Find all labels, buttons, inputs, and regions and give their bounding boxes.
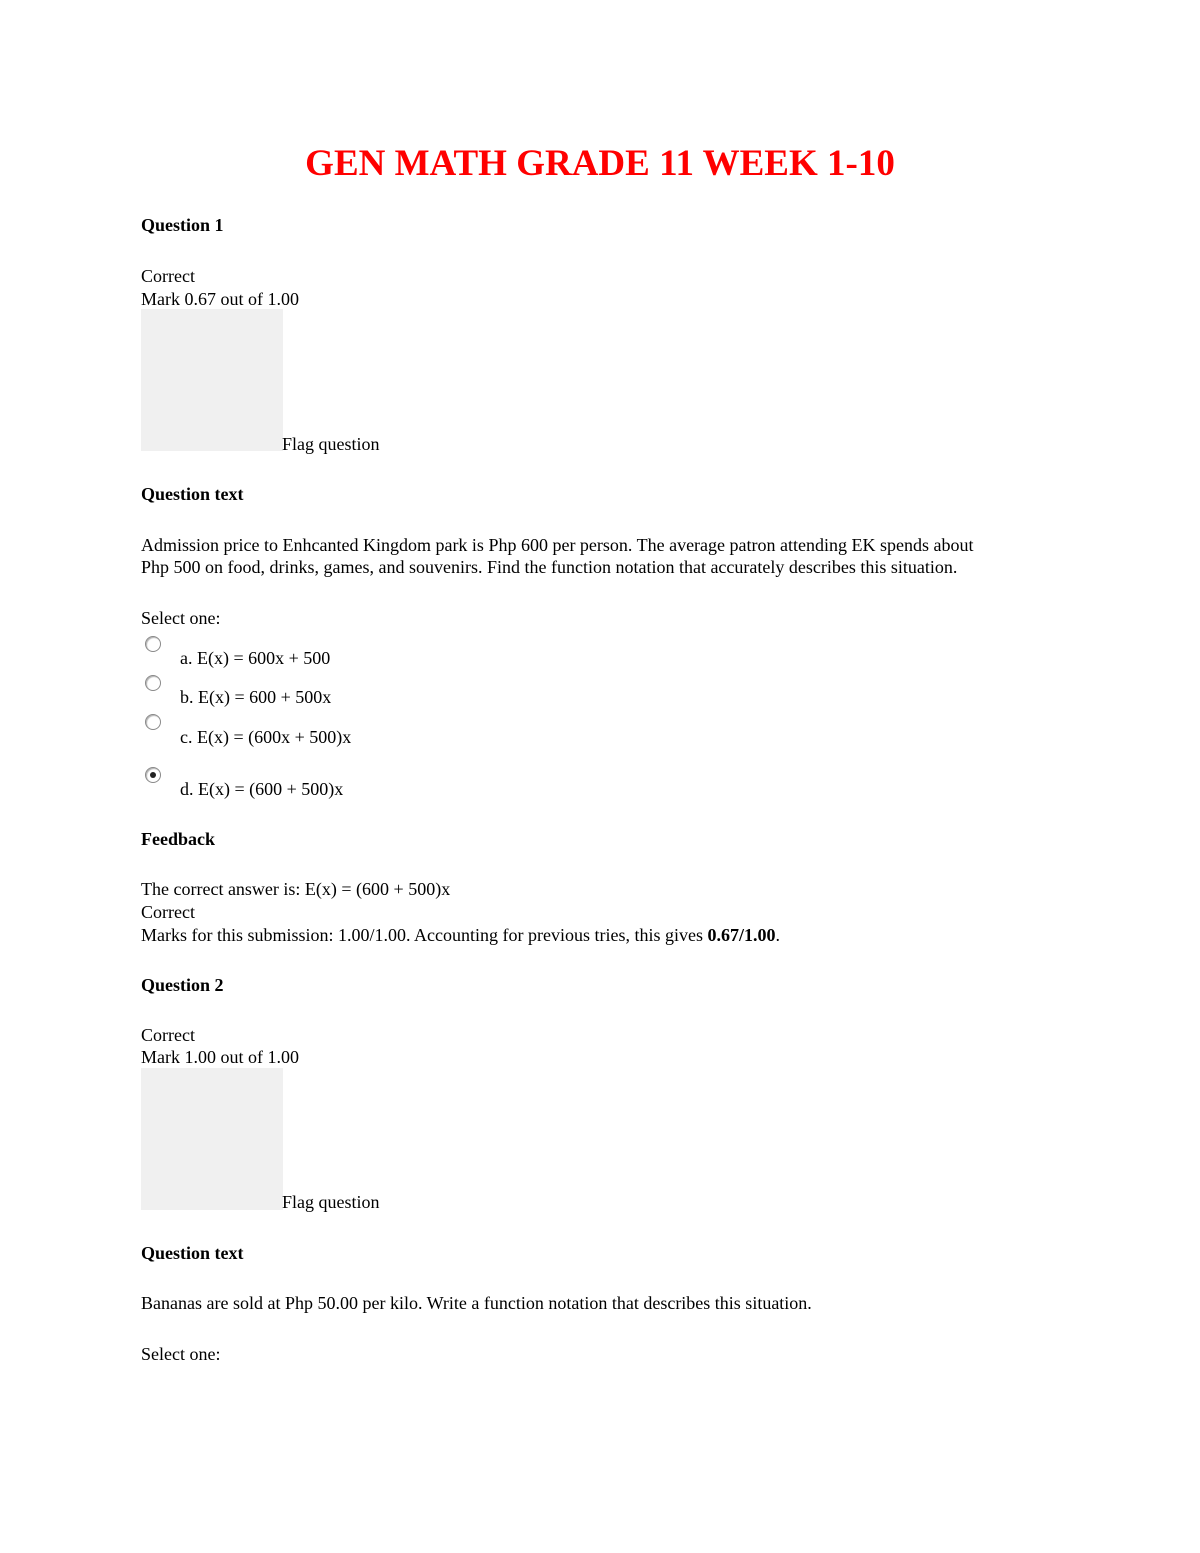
- flag-icon[interactable]: [141, 309, 283, 451]
- radio-selected-dot: [150, 772, 156, 778]
- question-2-heading: Question 2: [141, 975, 224, 995]
- question-1-feedback-heading: Feedback: [141, 829, 215, 849]
- option-a-label[interactable]: a. E(x) = 600x + 500: [180, 648, 331, 668]
- marks-score: 0.67/1.00: [707, 925, 776, 945]
- option-c-radio[interactable]: [145, 714, 161, 730]
- question-2-flag-link[interactable]: Flag question: [282, 1192, 380, 1212]
- question-1-flag-link[interactable]: Flag question: [282, 434, 380, 454]
- question-2-select-one: Select one:: [141, 1344, 221, 1364]
- option-d-label[interactable]: d. E(x) = (600 + 500)x: [180, 779, 344, 799]
- marks-end: .: [775, 925, 780, 945]
- question-1-feedback-state: Correct: [141, 902, 195, 922]
- question-1-state: Correct: [141, 266, 195, 286]
- question-1-select-one: Select one:: [141, 608, 221, 628]
- question-1-marks-line: [141, 924, 780, 946]
- question-1-text-line-2: Php 500 on food, drinks, games, and souvenirs. Find the function notation that accurately describes this situation.: [141, 557, 958, 577]
- question-1-heading: Question 1: [141, 215, 224, 235]
- marks-text: Marks for this submission: 1.00/1.00. Accounting for previous tries, this gives: [141, 925, 708, 945]
- option-b-radio[interactable]: [145, 675, 161, 691]
- question-1-correct-answer: The correct answer is: E(x) = (600 + 500)x: [141, 879, 451, 899]
- option-a-radio[interactable]: [145, 636, 161, 652]
- question-1-mark: Mark 0.67 out of 1.00: [141, 289, 299, 309]
- question-2-text-heading: Question text: [141, 1243, 244, 1263]
- question-2-state: Correct: [141, 1025, 195, 1045]
- flag-icon[interactable]: [141, 1068, 283, 1210]
- question-1-text-heading: Question text: [141, 484, 244, 504]
- question-2-text-line-1: Bananas are sold at Php 50.00 per kilo. Write a function notation that describes this situation.: [141, 1293, 812, 1313]
- question-2-mark: Mark 1.00 out of 1.00: [141, 1047, 299, 1067]
- question-1-text-line-1: Admission price to Enhcanted Kingdom park is Php 600 per person. The average patron attending EK spends about: [141, 535, 974, 555]
- option-b-label[interactable]: b. E(x) = 600 + 500x: [180, 687, 332, 707]
- option-c-label[interactable]: c. E(x) = (600x + 500)x: [180, 727, 352, 747]
- document-title: GEN MATH GRADE 11 WEEK 1-10: [305, 143, 895, 184]
- option-d-radio[interactable]: [145, 767, 161, 783]
